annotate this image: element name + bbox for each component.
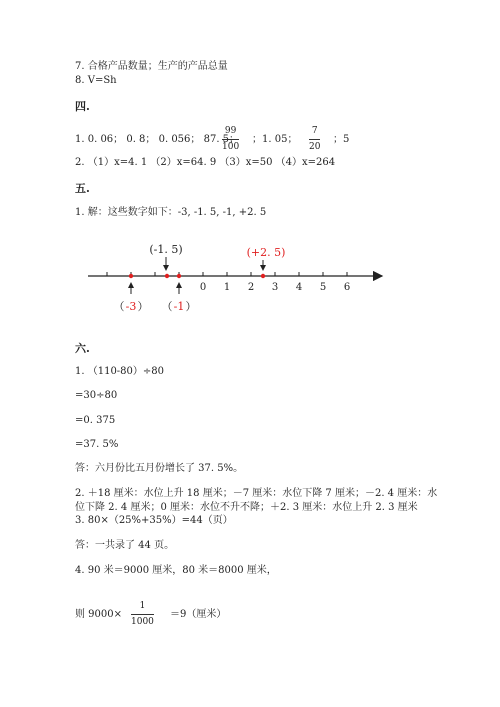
fraction-1-1000 [131, 602, 154, 627]
fraction-numerator: 7 [311, 126, 318, 136]
point-neg-3 [129, 274, 133, 278]
answer-line-1: 答：六月份比五月份增长了 37. 5%。 [75, 463, 244, 474]
fraction-numerator: 99 [224, 126, 237, 136]
tick-label-2: 2 [247, 282, 255, 293]
point-neg-1 [177, 274, 181, 278]
answer-item-8: 8. V=Sh [75, 75, 117, 86]
calc-line-1: 1. （110-80）÷80 [75, 366, 165, 377]
tick-label-5: 5 [319, 282, 327, 293]
bracket-open: （ [113, 300, 125, 313]
calc-line-3: =0. 375 [75, 415, 116, 426]
tick-label-4: 4 [295, 282, 303, 293]
section-heading-5: 五. [75, 182, 90, 195]
point-neg-1-5 [165, 274, 169, 278]
calc-line-3-pages: 3. 80×（25%+35%）=44（页） [75, 515, 233, 526]
fraction-denominator: 100 [222, 142, 240, 152]
calc-line-4-prefix: 则 9000× [75, 609, 123, 620]
fraction-denominator: 1000 [131, 617, 154, 627]
answer-line-3: 答：一共录了 44 页。 [75, 540, 175, 551]
section-heading-4: 四. [75, 100, 90, 113]
label-neg-1-5: (-1. 5) [149, 243, 183, 256]
answer-line-2b: 位下降 2. 4 厘米；0 厘米：水位不升不降；＋2. 3 厘米：水位上升 2. 3 厘米 [75, 502, 418, 513]
q1-suffix: ；5 [333, 134, 350, 145]
bracket-open: （ [161, 300, 173, 313]
calc-line-4-units: 4. 90 米＝9000 厘米，80 米＝8000 厘米， [75, 565, 277, 576]
fraction-7-20 [309, 127, 320, 152]
calc-line-4-suffix: ＝9（厘米） [170, 609, 227, 620]
fraction-bar [131, 614, 154, 615]
fraction-bar [222, 139, 239, 140]
fraction-bar [309, 139, 320, 140]
fraction-denominator: 20 [309, 142, 321, 152]
label-neg-3: -3 [125, 300, 137, 313]
bracket-close: ） [185, 300, 197, 313]
q1-mid: ；1. 05； [252, 134, 298, 145]
tick-label-1: 1 [223, 282, 231, 293]
q1-prefix: 1. 0. 06； 0. 8； 0. 056； 87. 5； [75, 134, 240, 145]
section-heading-6: 六. [75, 342, 90, 355]
point-pos-2-5 [261, 274, 265, 278]
tick-label-6: 6 [343, 282, 351, 293]
calc-line-2: =30÷80 [75, 390, 118, 401]
fraction-numerator: 1 [139, 601, 146, 611]
number-line [0, 238, 500, 328]
q2-answers: 2. （1）x=4. 1 （2）x=64. 9 （3）x=50 （4）x=264 [75, 157, 336, 168]
fraction-99-100 [222, 127, 239, 152]
label-pos-2-5: (+2. 5) [246, 246, 286, 259]
tick-label-0: 0 [199, 282, 207, 293]
answer-line-2a: 2. ＋18 厘米：水位上升 18 厘米；－7 厘米：水位下降 7 厘米；－2. 4 厘米：水 [75, 488, 438, 499]
q1-numbers-list: 1. 解：这些数字如下：-3, -1. 5, -1, +2. 5 [75, 207, 267, 218]
tick-label-3: 3 [271, 282, 279, 293]
bracket-close: ） [137, 300, 149, 313]
calc-line-4: =37. 5% [75, 439, 119, 450]
label-neg-1: -1 [173, 300, 185, 313]
answer-item-7: 7. 合格产品数量；生产的产品总量 [75, 61, 228, 72]
